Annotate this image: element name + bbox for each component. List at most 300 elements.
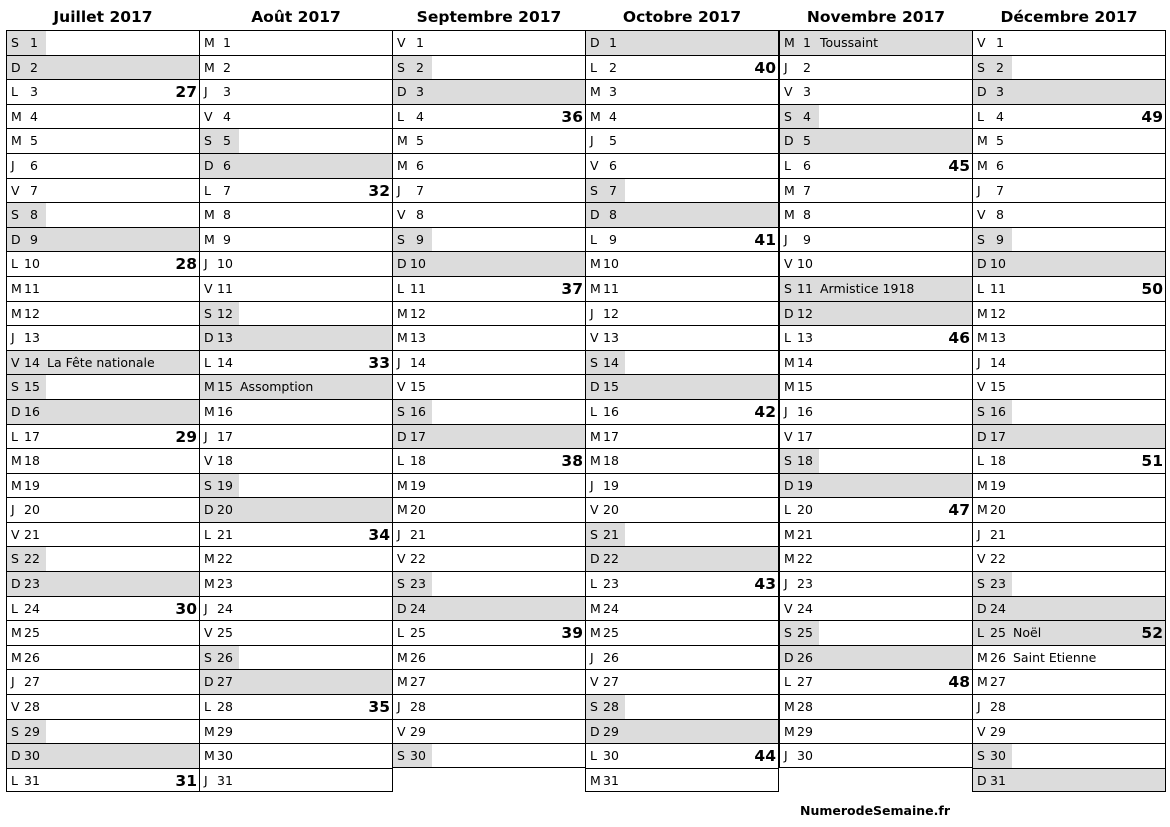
day-number: 24 [603,600,619,616]
day-row [973,522,1165,547]
weekday-letter: S [784,453,792,469]
day-row [586,79,778,104]
day-number: 3 [803,84,811,100]
month-title: Août 2017 [251,8,341,26]
day-row [973,497,1165,522]
day-row [7,620,199,645]
day-number: 3 [223,84,231,100]
weekday-letter: D [784,477,794,493]
day-number: 10 [797,256,813,272]
weekday-letter: L [977,280,984,296]
day-row [200,178,392,203]
day-number: 12 [217,305,233,321]
day-number: 10 [217,256,233,272]
weekday-letter: J [590,305,594,321]
weekday-letter: D [11,576,21,592]
weekday-letter: J [11,330,15,346]
day-row [393,473,585,498]
day-row [586,276,778,301]
day-number: 14 [217,354,233,370]
day-number: 23 [217,576,233,592]
day-row [780,251,972,276]
weekday-letter: J [11,502,15,518]
weekday-letter: M [784,723,795,739]
day-row [973,473,1165,498]
day-number: 24 [797,600,813,616]
day-row [393,79,585,104]
day-row [7,719,199,744]
week-number: 33 [368,353,390,372]
day-row [393,571,585,596]
day-row [973,399,1165,424]
day-row [586,301,778,326]
day-number: 14 [990,354,1006,370]
day-number: 22 [990,551,1006,567]
day-number: 27 [603,674,619,690]
day-number: 30 [217,748,233,764]
day-number: 25 [410,625,426,641]
day-number: 10 [990,256,1006,272]
day-number: 3 [416,84,424,100]
week-number: 27 [175,83,197,102]
weekday-letter: J [204,772,208,788]
day-row [200,596,392,621]
weekday-letter: D [397,600,407,616]
day-number: 26 [410,649,426,665]
day-number: 21 [797,526,813,542]
day-number: 29 [797,723,813,739]
day-row [780,645,972,670]
weekday-letter: M [397,649,408,665]
day-number: 25 [990,625,1006,641]
day-row [7,350,199,375]
day-row [200,399,392,424]
day-row [393,424,585,449]
day-row [586,399,778,424]
weekday-letter: L [784,157,791,173]
day-row [200,620,392,645]
holiday-label: Assomption [240,379,314,395]
day-number: 4 [30,108,38,124]
day-row [7,669,199,694]
holiday-label: Saint Etienne [1013,649,1097,665]
day-row [780,325,972,350]
weekday-letter: M [11,133,22,149]
weekday-letter: S [590,699,598,715]
weekday-letter: L [204,182,211,198]
weekday-letter: D [11,748,21,764]
weekday-letter: S [204,477,212,493]
weekday-letter: S [11,551,19,567]
weekday-letter: D [204,502,214,518]
day-row [393,743,585,768]
weekday-letter: J [11,674,15,690]
day-number: 1 [803,35,811,50]
day-number: 28 [990,699,1006,715]
day-row [780,30,972,55]
day-number: 31 [990,772,1006,788]
weekday-letter: L [590,231,597,247]
weekday-letter: V [204,108,213,124]
weekday-letter: D [11,59,21,75]
day-row [780,522,972,547]
day-row [586,128,778,153]
week-number: 43 [754,575,776,594]
weekday-letter: M [590,84,601,100]
day-number: 1 [996,35,1004,50]
weekday-letter: M [784,379,795,395]
day-number: 7 [996,182,1004,198]
day-row [393,719,585,744]
day-number: 20 [410,502,426,518]
day-number: 19 [603,477,619,493]
day-row [973,448,1165,473]
day-row [973,227,1165,252]
weekday-letter: V [397,551,406,567]
day-number: 22 [217,551,233,567]
weekday-letter: V [11,354,20,370]
day-row [200,768,392,793]
weekday-letter: D [397,256,407,272]
day-row [973,743,1165,768]
day-number: 12 [990,305,1006,321]
day-row [7,743,199,768]
day-row [200,276,392,301]
day-number: 18 [603,453,619,469]
day-number: 12 [797,305,813,321]
day-number: 15 [990,379,1006,395]
day-row [393,128,585,153]
week-number: 32 [368,181,390,200]
day-row [586,153,778,178]
weekday-letter: S [397,576,405,592]
weekday-letter: S [11,35,19,50]
weekday-letter: M [977,649,988,665]
week-number: 42 [754,402,776,421]
day-number: 25 [217,625,233,641]
day-row [586,620,778,645]
day-number: 13 [410,330,426,346]
weekday-letter: M [397,477,408,493]
month-column [6,0,200,792]
day-number: 7 [609,182,617,198]
day-row [7,694,199,719]
weekday-letter: S [397,403,405,419]
weekday-letter: M [204,231,215,247]
day-number: 19 [24,477,40,493]
day-row [393,546,585,571]
day-row [586,694,778,719]
day-number: 28 [410,699,426,715]
day-number: 15 [797,379,813,395]
weekday-letter: J [784,748,788,764]
day-number: 3 [609,84,617,100]
day-number: 18 [797,453,813,469]
weekday-letter: J [590,133,594,149]
weekday-letter: S [397,59,405,75]
day-row [393,374,585,399]
day-row [393,104,585,129]
day-number: 9 [996,231,1004,247]
weekday-letter: L [11,84,18,100]
weekday-letter: S [977,231,985,247]
day-row [200,669,392,694]
day-row [7,227,199,252]
day-number: 1 [223,35,231,50]
day-number: 28 [24,699,40,715]
weekday-letter: S [397,231,405,247]
weekday-letter: D [977,256,987,272]
day-number: 22 [410,551,426,567]
day-number: 16 [410,403,426,419]
weekday-letter: M [977,305,988,321]
weekday-letter: V [204,280,213,296]
day-number: 8 [803,207,811,223]
day-number: 10 [410,256,426,272]
weekday-letter: M [590,600,601,616]
day-number: 9 [30,231,38,247]
weekday-letter: M [204,59,215,75]
day-number: 5 [609,133,617,149]
day-number: 6 [416,157,424,173]
weekday-letter: M [11,453,22,469]
day-number: 16 [797,403,813,419]
weekday-letter: M [590,772,601,788]
weekday-letter: D [590,551,600,567]
day-number: 15 [24,379,40,395]
day-row [200,251,392,276]
day-number: 2 [30,59,38,75]
day-number: 9 [609,231,617,247]
month-column [779,0,973,768]
day-number: 15 [410,379,426,395]
day-row [780,743,972,768]
day-row [393,30,585,55]
weekday-letter: D [590,379,600,395]
day-number: 1 [30,35,38,50]
weekday-letter: J [784,59,788,75]
weekday-letter: V [784,428,793,444]
day-row [973,374,1165,399]
day-number: 13 [990,330,1006,346]
weekday-letter: J [204,600,208,616]
weekday-letter: D [590,723,600,739]
week-number: 28 [175,255,197,274]
day-row [586,325,778,350]
day-row [586,374,778,399]
day-number: 23 [24,576,40,592]
day-row [586,178,778,203]
day-row [973,768,1165,793]
weekday-letter: V [397,35,406,50]
day-row [780,546,972,571]
day-number: 8 [30,207,38,223]
weekday-letter: M [977,157,988,173]
weekday-letter: V [590,502,599,518]
day-row [973,153,1165,178]
weekday-letter: M [204,379,215,395]
weekday-letter: S [784,280,792,296]
day-number: 31 [217,772,233,788]
weekday-letter: D [11,403,21,419]
day-row [393,620,585,645]
day-number: 2 [609,59,617,75]
week-number: 44 [754,747,776,766]
weekday-letter: L [397,280,404,296]
weekday-letter: S [397,748,405,764]
day-number: 2 [803,59,811,75]
weekday-letter: J [397,699,401,715]
weekday-letter: S [204,649,212,665]
day-row [586,743,778,768]
day-row [586,30,778,55]
day-row [586,473,778,498]
week-number: 52 [1141,624,1163,643]
day-row [7,55,199,80]
day-number: 25 [24,625,40,641]
weekday-letter: V [977,723,986,739]
day-row [393,251,585,276]
day-number: 19 [217,477,233,493]
day-row [7,325,199,350]
weekday-letter: M [204,35,215,50]
weekday-letter: V [784,84,793,100]
weekday-letter: V [977,379,986,395]
day-number: 28 [603,699,619,715]
day-row [7,104,199,129]
weekday-letter: L [590,748,597,764]
weekday-letter: D [784,305,794,321]
weekday-letter: V [11,526,20,542]
day-row [200,743,392,768]
day-row [780,448,972,473]
month-column [392,0,586,768]
day-list [779,30,973,768]
weekday-letter: M [784,35,795,50]
day-row [200,424,392,449]
day-number: 8 [223,207,231,223]
day-number: 1 [416,35,424,50]
day-row [780,620,972,645]
day-row [973,719,1165,744]
day-row [7,153,199,178]
day-row [780,202,972,227]
weekday-letter: J [784,403,788,419]
day-row [780,669,972,694]
weekday-letter: M [784,182,795,198]
week-number: 48 [948,673,970,692]
day-row [200,30,392,55]
day-row [200,350,392,375]
day-row [393,55,585,80]
day-list [585,30,779,792]
weekday-letter: L [590,59,597,75]
week-number: 36 [561,107,583,126]
day-row [586,55,778,80]
day-row [393,153,585,178]
day-number: 12 [603,305,619,321]
weekday-letter: M [590,453,601,469]
day-row [7,424,199,449]
day-row [586,497,778,522]
day-row [780,55,972,80]
weekday-letter: J [204,256,208,272]
day-row [780,79,972,104]
day-number: 15 [603,379,619,395]
day-row [7,251,199,276]
weekday-letter: M [397,674,408,690]
day-row [586,227,778,252]
day-number: 17 [797,428,813,444]
weekday-letter: M [397,157,408,173]
day-row [780,719,972,744]
weekday-letter: D [977,428,987,444]
day-row [780,153,972,178]
weekday-letter: M [397,305,408,321]
day-number: 17 [603,428,619,444]
day-number: 3 [30,84,38,100]
day-number: 4 [609,108,617,124]
day-number: 13 [24,330,40,346]
day-row [973,251,1165,276]
day-number: 29 [410,723,426,739]
day-row [586,104,778,129]
day-number: 15 [217,379,233,395]
day-number: 10 [24,256,40,272]
day-number: 16 [990,403,1006,419]
weekday-letter: M [397,330,408,346]
day-number: 11 [217,280,233,296]
weekday-letter: M [590,256,601,272]
site-credit: NumerodeSemaine.fr [800,803,950,818]
day-row [973,30,1165,55]
day-number: 22 [797,551,813,567]
day-number: 30 [603,748,619,764]
weekday-letter: L [11,600,18,616]
day-row [780,104,972,129]
day-number: 26 [603,649,619,665]
day-row [780,374,972,399]
weekday-letter: M [11,280,22,296]
day-number: 30 [24,748,40,764]
day-number: 17 [217,428,233,444]
day-row [200,153,392,178]
weekday-letter: J [784,576,788,592]
day-number: 24 [990,600,1006,616]
day-row [586,546,778,571]
day-number: 14 [410,354,426,370]
day-row [393,202,585,227]
day-number: 11 [410,280,426,296]
weekday-letter: S [590,354,598,370]
weekday-letter: M [977,674,988,690]
day-row [393,497,585,522]
day-number: 21 [24,526,40,542]
day-number: 14 [603,354,619,370]
day-row [973,350,1165,375]
weekday-letter: M [204,723,215,739]
weekday-letter: L [397,453,404,469]
day-row [973,596,1165,621]
weekday-letter: L [977,108,984,124]
day-number: 24 [217,600,233,616]
day-row [780,350,972,375]
day-row [7,178,199,203]
day-number: 18 [990,453,1006,469]
day-row [200,719,392,744]
day-number: 5 [30,133,38,149]
day-number: 4 [416,108,424,124]
